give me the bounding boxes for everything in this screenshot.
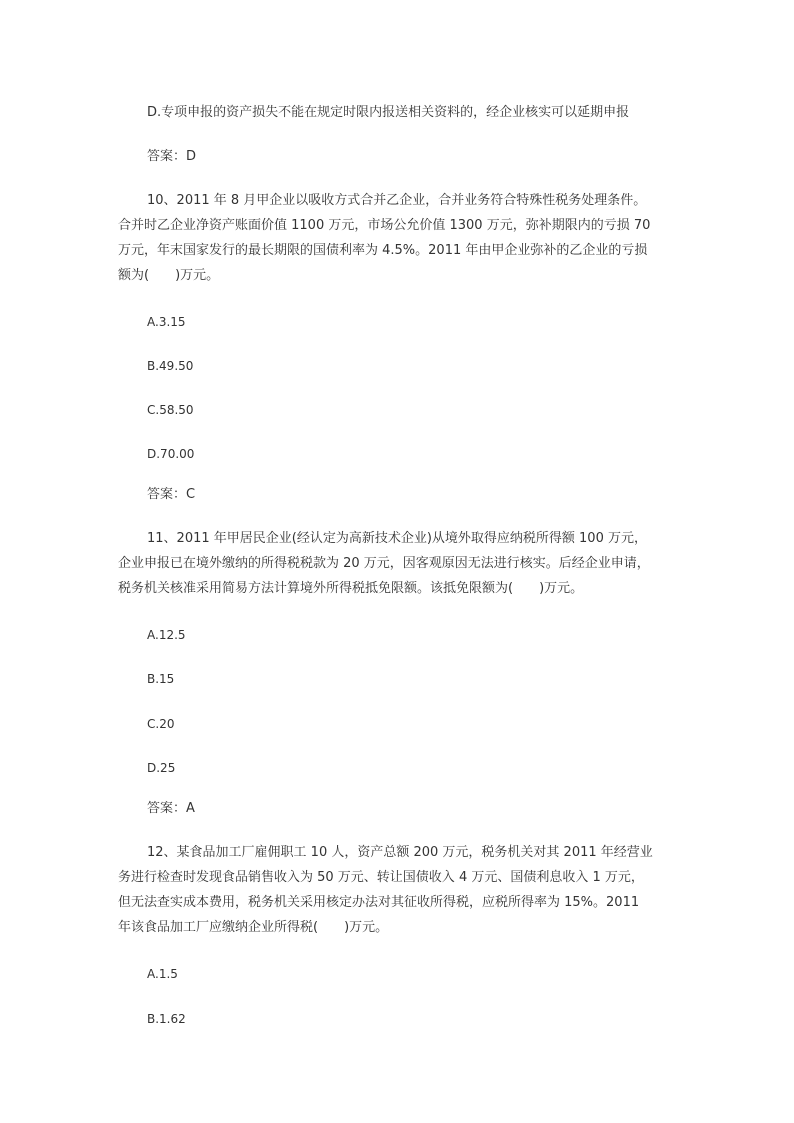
question-11-option-b: B.15: [147, 672, 175, 686]
question-10-option-d: D.70.00: [147, 447, 195, 461]
question-11-stem-line: 税务机关核准采用简易方法计算境外所得税抵免限额。该抵免限额为( )万元。: [118, 581, 584, 596]
question-12-stem-line: 但无法查实成本费用，税务机关采用核定办法对其征收所得税，应税所得率为 15%。2011: [118, 895, 640, 910]
question-10-option-a: A.3.15: [147, 315, 186, 329]
option-d-prev: D.专项申报的资产损失不能在规定时限内报送相关资料的，经企业核实可以延期申报: [147, 105, 630, 120]
question-11-option-c: C.20: [147, 717, 175, 731]
question-11-stem-line: 企业申报已在境外缴纳的所得税税款为 20 万元，因客观原因无法进行核实。后经企业申请，: [118, 556, 650, 571]
question-12-stem-line: 年该食品加工厂应缴纳企业所得税( )万元。: [118, 920, 389, 935]
question-10-option-c: C.58.50: [147, 403, 194, 417]
question-12-stem-line: 务进行检查时发现食品销售收入为 50 万元、转让国债收入 4 万元、国债利息收入 1 万元，: [118, 870, 644, 885]
question-11-option-d: D.25: [147, 761, 176, 775]
question-11-answer: 答案：A: [147, 801, 195, 816]
question-10-answer: 答案：C: [147, 487, 196, 502]
question-10-stem-line: 额为( )万元。: [118, 268, 220, 283]
question-10-option-b: B.49.50: [147, 359, 194, 373]
question-10-stem-line: 合并时乙企业净资产账面价值 1100 万元，市场公允价值 1300 万元，弥补期限内的亏损 70: [118, 218, 651, 233]
question-12-stem-line: 12、某食品加工厂雇佣职工 10 人，资产总额 200 万元，税务机关对其 2011 年经营业: [147, 845, 653, 860]
question-12-option-b: B.1.62: [147, 1012, 186, 1026]
answer-prev: 答案：D: [147, 149, 197, 164]
question-11-option-a: A.12.5: [147, 628, 186, 642]
question-12-option-a: A.1.5: [147, 967, 178, 981]
question-10-stem-line: 万元，年末国家发行的最长期限的国债利率为 4.5%。2011 年由甲企业弥补的乙企业的亏损: [118, 243, 648, 258]
question-11-stem-line: 11、2011 年甲居民企业(经认定为高新技术企业)从境外取得应纳税所得额 100 万元，: [147, 531, 647, 546]
question-10-stem-line: 10、2011 年 8 月甲企业以吸收方式合并乙企业，合并业务符合特殊性税务处理条件。: [147, 193, 647, 208]
